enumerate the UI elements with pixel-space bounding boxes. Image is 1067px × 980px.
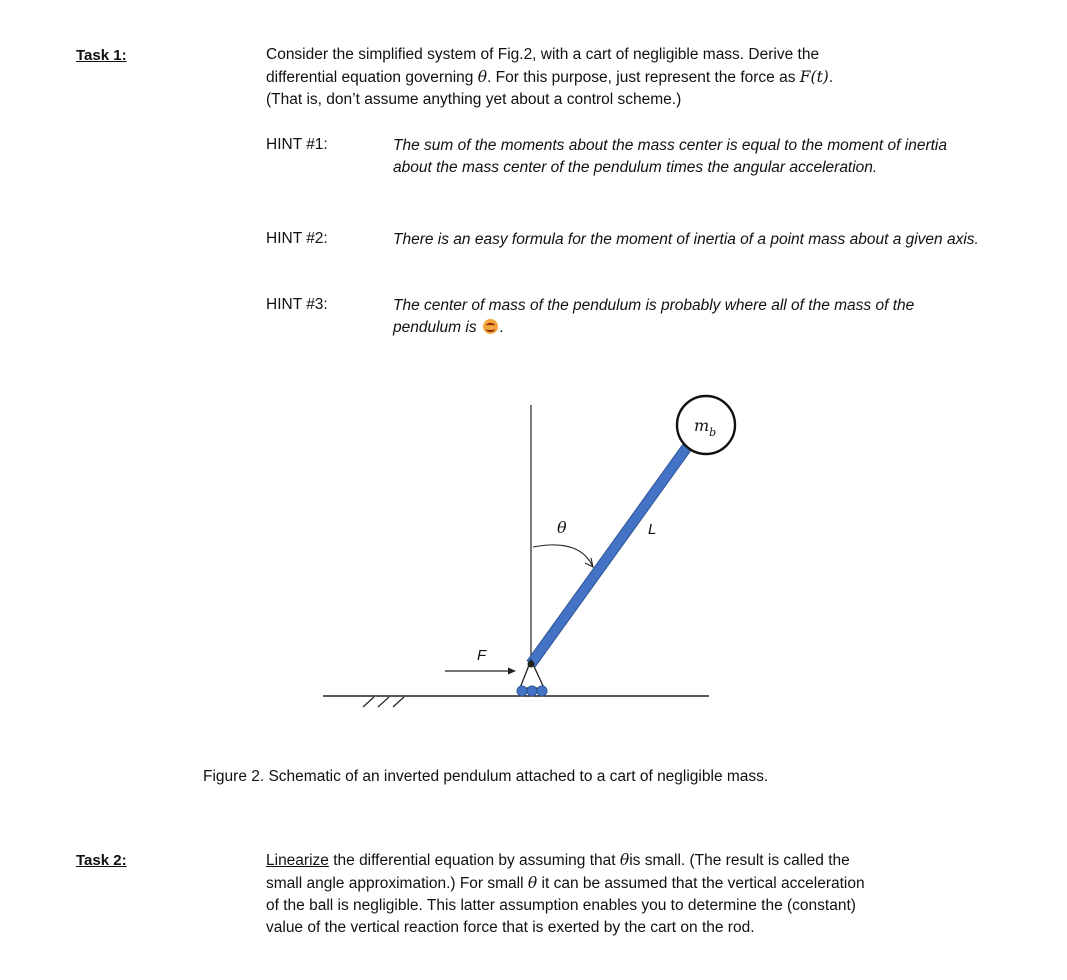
theta-symbol: θ <box>527 874 538 892</box>
cart-wheel-middle <box>527 686 537 696</box>
task2-line2: small angle approximation.) For small θ it can be assumed that the vertical acceleration <box>266 874 865 892</box>
theta-symbol: θ <box>477 68 488 86</box>
task1-line2: differential equation governing θ. For this purpose, just represent the force as F(t). <box>266 68 834 86</box>
hint3-text: The center of mass of the pendulum is probably where all of the mass of the pendulum is . <box>393 297 915 336</box>
task1-line3: (That is, don’t assume anything yet about a control scheme.) <box>266 91 682 108</box>
hint1-label: HINT #1: <box>266 136 328 153</box>
hint2-label: HINT #2: <box>266 230 328 247</box>
angle-label: θ <box>557 518 567 537</box>
linearize-term: Linearize <box>266 852 329 869</box>
angle-arc <box>533 545 593 567</box>
force-label: F <box>477 647 487 664</box>
length-label: L <box>648 521 657 538</box>
figure-caption: Figure 2. Schematic of an inverted pendulum attached to a cart of negligible mass. <box>203 768 769 785</box>
hint3-label: HINT #3: <box>266 296 328 313</box>
force-arrowhead <box>508 668 516 675</box>
pendulum-rod <box>531 443 690 664</box>
task2-text <box>266 849 986 939</box>
cart-wheel-right <box>537 686 547 696</box>
pivot-pin <box>528 661 535 668</box>
task2-line4: value of the vertical reaction force that is exerted by the cart on the rod. <box>266 919 755 936</box>
theta-symbol: θ <box>619 851 630 869</box>
mass-label: $m_b$ <box>694 416 717 439</box>
task1-label: Task 1: <box>76 47 127 64</box>
cart-wheel-left <box>517 686 527 696</box>
hint1-text: The sum of the moments about the mass center is equal to the moment of inertia about the mass center of the pendulum times the angular acceleration. <box>393 137 947 176</box>
task1-line1: Consider the simplified system of Fig.2, with a cart of negligible mass. Derive the <box>266 46 820 63</box>
force-expression: F(t) <box>799 68 829 86</box>
task2-label: Task 2: <box>76 852 127 869</box>
task2-line1: Linearize the differential equation by assuming that θis small. (The result is called the <box>266 851 850 869</box>
task2-line3: of the ball is negligible. This latter assumption enables you to determine the (constant) <box>266 897 856 914</box>
hint2-text: There is an easy formula for the moment of inertia of a point mass about a given axis. <box>393 231 979 248</box>
ground-hatch <box>363 697 408 707</box>
